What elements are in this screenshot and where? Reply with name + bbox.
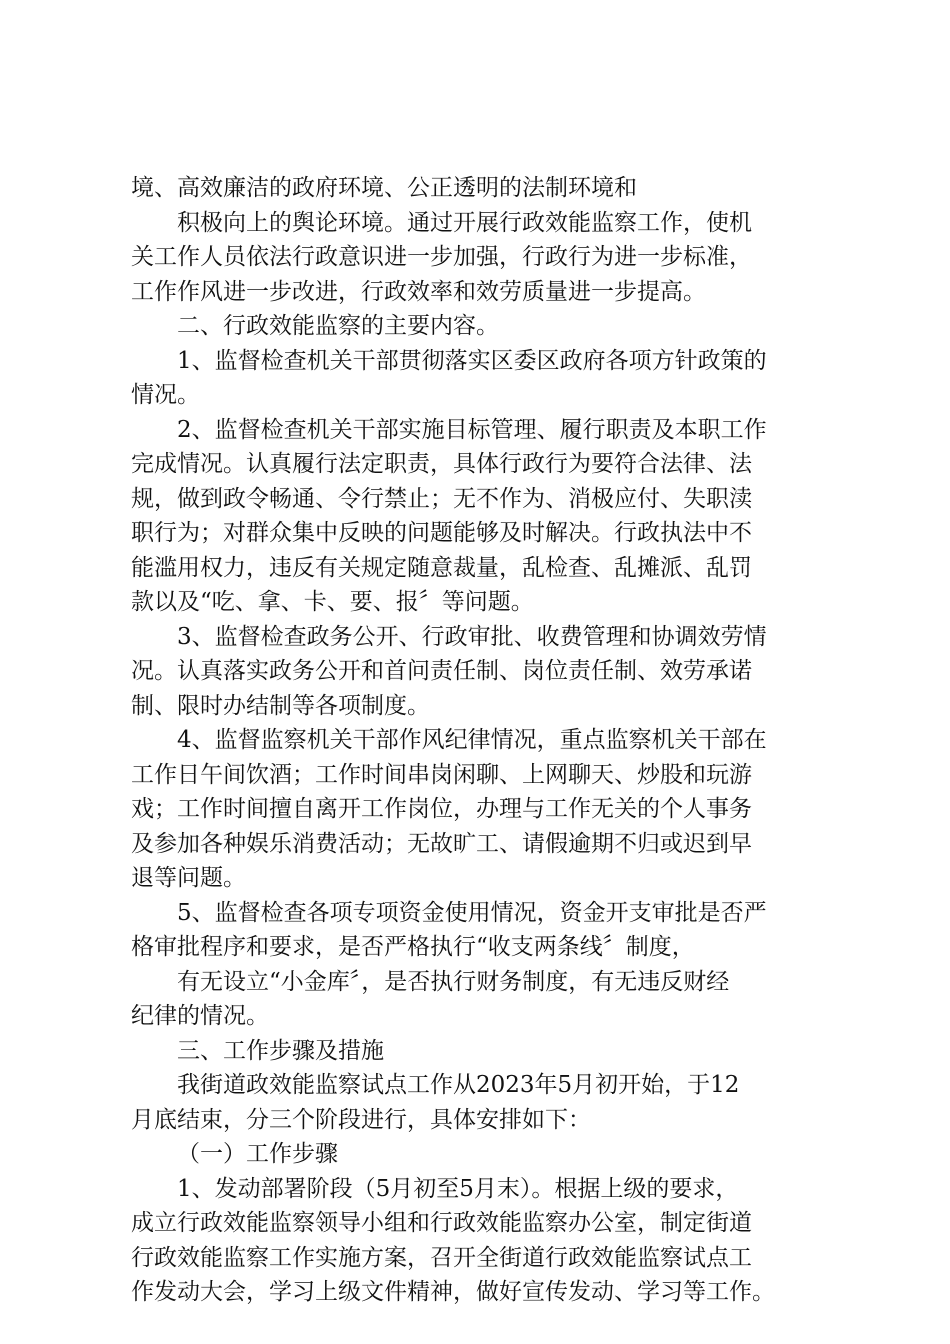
document-line: 2、监督检查机关干部实施目标管理、履行职责及本职工作 <box>177 416 767 443</box>
document-line: 成立行政效能监察领导小组和行政效能监察办公室，制定街道 <box>131 1210 752 1236</box>
document-line: 退等问题。 <box>131 865 246 891</box>
document-line: 情况。 <box>131 382 200 408</box>
document-line: 三、工作步骤及措施 <box>177 1037 384 1064</box>
document-line: 作发动大会，学习上级文件精神，做好宣传发动、学习等工作。 <box>131 1279 775 1305</box>
document-line: 制、限时办结制等各项制度。 <box>131 692 430 719</box>
document-line: 境、高效廉洁的政府环境、公正透明的法制环境和 <box>131 175 637 201</box>
document-line: 纪律的情况。 <box>131 1003 269 1029</box>
document-line: 我街道政效能监察试点工作从2023年5月初开始，于12 <box>177 1072 740 1098</box>
document-line: 工作作风进一步改进，行政效率和效劳质量进一步提高。 <box>131 278 706 305</box>
document-line: 有无设立“小金库〞，是否执行财务制度，有无违反财经 <box>177 968 730 995</box>
document-line: 款以及“吃、拿、卡、要、报〞等问题。 <box>131 589 534 615</box>
document-line: 职行为；对群众集中反映的问题能够及时解决。行政执法中不 <box>131 520 752 546</box>
document-line: 1、发动部署阶段（5月初至5月末）。根据上级的要求， <box>177 1175 739 1202</box>
document-line: 1、监督检查机关干部贯彻落实区委区政府各项方针政策的 <box>177 347 767 374</box>
document-line: 工作日午间饮酒；工作时间串岗闲聊、上网聊天、炒股和玩游 <box>131 761 752 788</box>
document-line: 况。认真落实政务公开和首问责任制、岗位责任制、效劳承诺 <box>131 658 752 684</box>
document-line: 关工作人员依法行政意识进一步加强，行政行为进一步标准， <box>131 244 752 270</box>
document-line: 4、监督监察机关干部作风纪律情况，重点监察机关干部在 <box>177 727 767 753</box>
document-line: 及参加各种娱乐消费活动；无故旷工、请假逾期不归或迟到早 <box>131 830 752 857</box>
document-line: 3、监督检查政务公开、行政审批、收费管理和协调效劳情 <box>177 623 767 650</box>
document-line: 格审批程序和要求，是否严格执行“收支两条线〞制度， <box>131 934 695 960</box>
document-line: 月底结束，分三个阶段进行，具体安排如下： <box>131 1106 591 1133</box>
document-line: 规，做到政令畅通、令行禁止；无不作为、消极应付、失职渎 <box>131 485 752 512</box>
document-line: 行政效能监察工作实施方案，召开全街道行政效能监察试点工 <box>131 1244 752 1271</box>
document-line: （一）工作步骤 <box>177 1141 338 1167</box>
document-line: 5、监督检查各项专项资金使用情况，资金开支审批是否严 <box>177 899 767 926</box>
document-line: 戏；工作时间擅自离开工作岗位，办理与工作无关的个人事务 <box>131 796 752 822</box>
document-line: 积极向上的舆论环境。通过开展行政效能监察工作，使机 <box>177 209 752 236</box>
document-body <box>131 171 831 1310</box>
document-line: 二、行政效能监察的主要内容。 <box>177 313 499 339</box>
document-line: 完成情况。认真履行法定职责，具体行政行为要符合法律、法 <box>131 451 752 477</box>
document-line: 能滥用权力，违反有关规定随意裁量，乱检查、乱摊派、乱罚 <box>131 554 752 581</box>
